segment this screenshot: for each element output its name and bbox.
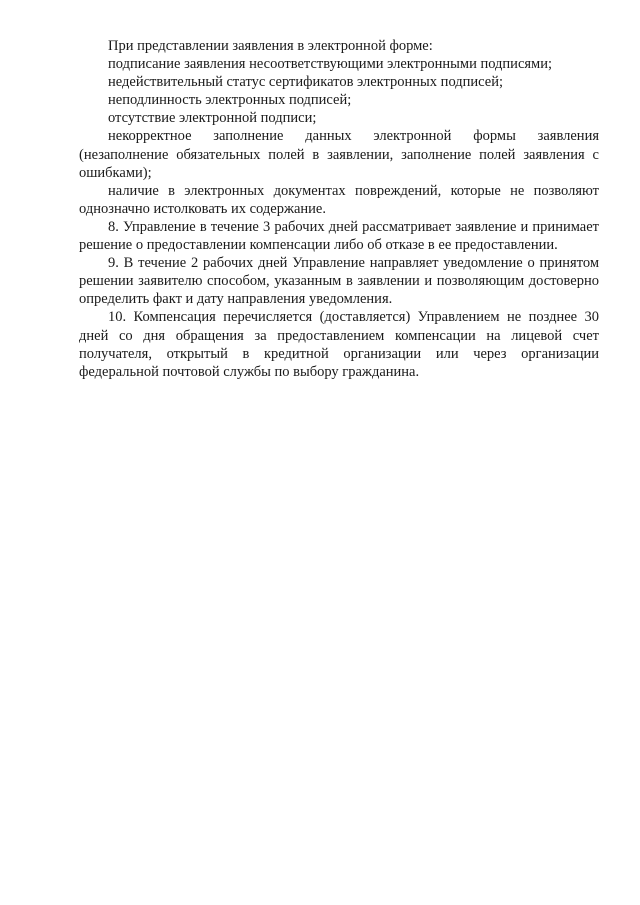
- paragraph-missing-signature: отсутствие электронной подписи;: [108, 110, 317, 127]
- document-body: [79, 37, 599, 381]
- paragraph-non-authentic-signatures: неподлинность электронных подписей;: [108, 92, 352, 109]
- paragraph-electronic-form-intro: При представлении заявления в электронной форме:: [108, 38, 433, 54]
- paragraph-invalid-certificates: недействительный статус сертификатов электронных подписей;: [108, 74, 504, 91]
- paragraph-damaged-documents: наличие в электронных документах повреждений, которые не позволяют однозначно истолковать их содержание.: [79, 182, 599, 217]
- paragraph-item-9: 9. В течение 2 рабочих дней Управление направляет уведомление о принятом решении заявителю способом, указанным в заявлении и позволяющим достоверно определить факт и дату направления уведомления.: [79, 255, 599, 308]
- paragraph-item-10: 10. Компенсация перечисляется (доставляется) Управлением не позднее 30 дней со дня обращения за предоставлением компенсации на лицевой счет получателя, открытый в кредитной организации или через организации федеральной почтовой службы по выбору гражданина.: [79, 309, 599, 380]
- paragraph-incorrect-form-filling: некорректное заполнение данных электронной формы заявления (незаполнение обязательных полей в заявлении, заполнение полей заявления с ошибками);: [79, 128, 599, 181]
- paragraph-item-8: 8. Управление в течение 3 рабочих дней рассматривает заявление и принимает решение о предоставлении компенсации либо об отказе в ее предоставлении.: [79, 218, 599, 254]
- paragraph-invalid-signatures: подписание заявления несоответствующими электронными подписями;: [108, 56, 553, 73]
